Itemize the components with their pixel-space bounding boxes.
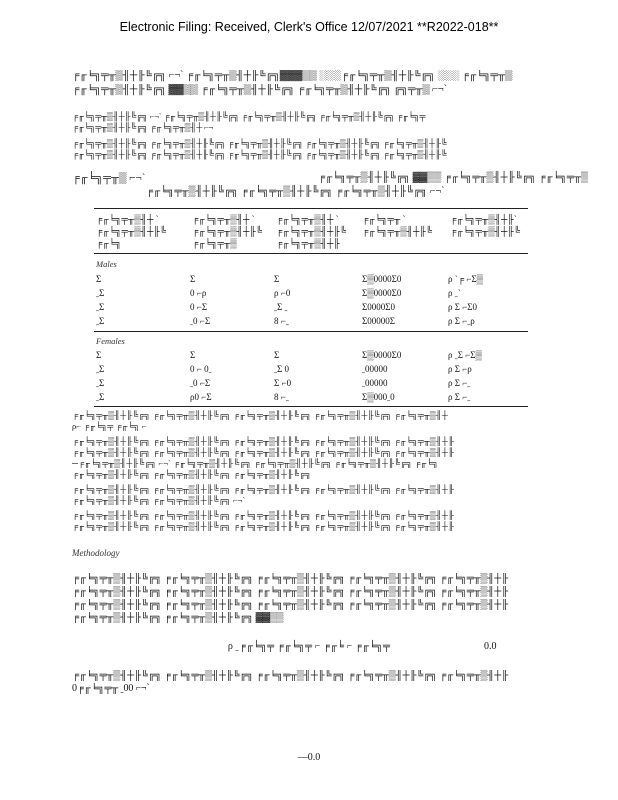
table-header-cell: ╒╓╘╗╤╥▒╢┼╟╚ [192,226,263,236]
table-cell: 0 ⌐ρ [190,288,207,298]
table-group-males [94,274,528,330]
table-cell: ˍ00000 [362,364,388,374]
table-row [94,364,528,376]
table-cell: Σ [274,350,280,360]
table-header-cell: ╒╓╘╗ [96,238,122,248]
footnote-line: ╒╓╘╗╤╥▒╢┼╟╚╔╗ ⌐¬ˋ ╒╓╘╗╤╥▒╢┼╟╚╔╗ ╒╓╘╗╤╥▒╢┼╟╚╔╗ ╒╓╘╗╤╥▒╢┼╟╚╔╗ ╒╓╘╗╤ [72,111,426,121]
table-header-row [94,226,528,238]
table-cell: ρ Σ ⌐ρ [448,364,472,374]
table-row [94,350,528,362]
table-cell: ˍΣ [96,288,105,298]
table-row [94,392,528,404]
table-cell: 8 ⌐ˍ [274,392,289,402]
table-header-cell: ╒╓╘╗╤╥▒╢┼ ˋ [192,214,255,224]
equation-number: 0.0 [484,641,497,652]
table-top-rule [94,208,528,209]
table-cell: Σ0000Σ0 [362,302,395,312]
table-note-line: ╒╓╘╗╤╥▒╢┼╟╚╔╗ ╒╓╘╗╤╥▒╢┼╟╚╔╗ ╒╓╘╗╤╥▒╢┼╟╚╔╗ ╒╓╘╗╤╥▒╢┼╟╚╔╗ ╒╓╘╗╤╥▒╢┼╟ [72,436,454,446]
table-note-line: ╒╓╘╗╤╥▒╢┼╟╚╔╗ ╒╓╘╗╤╥▒╢┼╟╚╔╗ ╒╓╘╗╤╥▒╢┼╟╚╔╗ ╒╓╘╗╤╥▒╢┼╟╚╔╗ ╒╓╘╗╤╥▒╢┼╟ [72,484,454,494]
table-row [94,274,528,286]
table-cell: 8 ⌐ˍ [274,316,289,326]
methodology-line: ╒╓╘╗╤╥▒╢┼╟╚╔╗ ╒╓╘╗╤╥▒╢┼╟╚╔╗ ╒╓╘╗╤╥▒╢┼╟╚╔╗ ╒╓╘╗╤╥▒╢┼╟╚╔╗ ╒╓╘╗╤╥▒╢┼╟ [72,670,509,681]
section-heading: ╒╓╘╗╤╥▒ ⌐¬ˋ [72,172,146,184]
table-header-cell: ╒╓╘╗╤╥▒╢┼╟ˋ [450,214,517,224]
table-note-line: ρ⌐ ╒╓╘╗╤ ╒╓╘╗ ⌐ [72,421,147,431]
methodology-line: 0╒╓╘╗╤╥ ˍ00 ⌐¬ˋ [72,683,150,694]
table-header-rule [94,253,528,254]
table-cell: ρ0 ⌐Σ [190,392,212,402]
table-cell: Σ [96,350,102,360]
table-header-cell: ╒╓╘╗╤╥▒╢┼ ˋ [276,214,339,224]
table-header-row [94,214,528,226]
table-cell: ˍΣ [96,302,105,312]
table-cell: Σ00000Σ [362,316,395,326]
table-header-cell: ╒╓╘╗╤╥▒╢┼╟ [276,238,340,248]
footnote-line: ╒╓╘╗╤╥▒╢┼╟╚╔╗ ╒╓╘╗╤╥▒╢┼╟╚╔╗ ╒╓╘╗╤╥▒╢┼╟╚╔╗ ╒╓╘╗╤╥▒╢┼╟╚╔╗ ╒╓╘╗╤╥▒╢┼╟╚ [72,138,447,148]
table-cell: ˍΣ [96,392,105,402]
table-cell: Σ [190,274,196,284]
table-cell: 0 ⌐ 0ˍ [190,364,212,374]
table-note-line: ╒╓╘╗╤╥▒╢┼╟╚╔╗ ╒╓╘╗╤╥▒╢┼╟╚╔╗ ╒╓╘╗╤╥▒╢┼╟╚╔╗ ╒╓╘╗╤╥▒╢┼╟╚╔╗ ╒╓╘╗╤╥▒╢┼ [72,410,448,420]
table-cell: ρ ˍΣ ⌐Σ▒ [448,350,482,360]
table-cell: ρ ˍˋ [448,288,461,298]
body-paragraph-line: ╒╓╘╗╤╥▒╢┼╟╚╔╗ ▓▓▒▒ ╒╓╘╗╤╥▒╢┼╟╚╔╗ ╒╓╘╗╤╥▒╢┼╟╚╔╗ ╔╗╤╥▒ ⌐¬ˋ [72,84,447,95]
footnote-line: ╒╓╘╗╤╥▒╢┼╟╚╔╗ ╒╓╘╗╤╥▒╢┼╟╚╔╗ ╒╓╘╗╤╥▒╢┼╟╚╔╗ ╒╓╘╗╤╥▒╢┼╟╚╔╗ ╒╓╘╗╤╥▒╢┼╟╚ [72,149,447,159]
table-note-line: ╒╓╘╗╤╥▒╢┼╟╚╔╗ ╒╓╘╗╤╥▒╢┼╟╚╔╗ ╒╓╘╗╤╥▒╢┼╟╚╔╗ ╒╓╘╗╤╥▒╢┼╟╚╔╗ ╒╓╘╗╤╥▒╢┼╟ [72,521,454,531]
table-cell: ρ ˋ╒ ⌐Σ▒ [448,274,484,284]
table-cell: Σ [190,350,196,360]
table-cell: ˍ00000 [362,378,388,388]
table-group-females [94,350,528,406]
table-header-cell: ╒╓╘╗╤╥▒╢┼╟╚ [362,226,433,236]
group-label-males: Males [96,259,117,269]
table-note-line: ─╒╓╘╗╤╥▒╢┼╟╚╔╗ ⌐¬ˋ ╒╓╘╗╤╥▒╢┼╟╚╔╗ ╒╓╘╗╤╥▒╢┼╟╚╔╗ ╒╓╘╗╤╥▒╢┼╟╚╔╗ ╒╓╘╗ [72,458,439,468]
methodology-line: ╒╓╘╗╤╥▒╢┼╟╚╔╗ ╒╓╘╗╤╥▒╢┼╟╚╔╗ ╒╓╘╗╤╥▒╢┼╟╚╔╗ ╒╓╘╗╤╥▒╢┼╟╚╔╗ ╒╓╘╗╤╥▒╢┼╟ [72,573,509,584]
table-cell: ˍΣ [96,364,105,374]
table-cell: Σ▒0000Σ0 [362,274,402,284]
table-row [94,316,528,328]
table-header-row [94,238,528,250]
table-note-line: ╒╓╘╗╤╥▒╢┼╟╚╔╗ ╒╓╘╗╤╥▒╢┼╟╚╔╗ ⌐¬ˋ [72,495,246,505]
table-cell: Σ ⌐0 [274,378,292,388]
table-group-rule [94,331,528,332]
table-header-cell: ╒╓╘╗╤╥ ˋ [362,214,406,224]
table-cell: ˍΣ ˍ [274,302,288,312]
table-cell: 0 ⌐Σ [190,302,208,312]
methodology-heading: Methodology [72,548,120,558]
methodology-line: ╒╓╘╗╤╥▒╢┼╟╚╔╗ ╒╓╘╗╤╥▒╢┼╟╚╔╗ ╒╓╘╗╤╥▒╢┼╟╚╔╗ ╒╓╘╗╤╥▒╢┼╟╚╔╗ ╒╓╘╗╤╥▒╢┼╟ [72,599,509,610]
table-cell: ρ Σ ⌐ˍ [448,378,471,388]
table-bottom-rule [94,406,528,407]
table-cell: Σ▒0000Σ0 [362,288,402,298]
table-row [94,288,528,300]
table-row [94,378,528,390]
footnote-line: ╒╓╘╗╤╥▒╢┼╟╚╔╗ ╒╓╘╗╤╥▒╢┼ ⌐¬ [72,122,214,132]
table-cell: ˍ0 ⌐Σ [190,316,211,326]
methodology-line: ╒╓╘╗╤╥▒╢┼╟╚╔╗ ╒╓╘╗╤╥▒╢┼╟╚╔╗ ╒╓╘╗╤╥▒╢┼╟╚╔╗ ╒╓╘╗╤╥▒╢┼╟╚╔╗ ╒╓╘╗╤╥▒╢┼╟ [72,586,509,597]
equation: ρ ˍ╒╓╘╗╤ ╒╓╘╗╤ ⌐ ╒╓╘ ⌐ ╒╓╘╗╤ [227,641,391,652]
table-cell: Σ [96,274,102,284]
table-header-cell: ╒╓╘╗╤╥▒╢┼╟╚ [96,226,167,236]
table-cell: ρ Σ ⌐ˍ [448,392,471,402]
table-header-cell: ╒╓╘╗╤╥▒╢┼╟╚ [276,226,347,236]
table-note-line: ╒╓╘╗╤╥▒╢┼╟╚╔╗ ╒╓╘╗╤╥▒╢┼╟╚╔╗ ╒╓╘╗╤╥▒╢┼╟╚╔╗ ╒╓╘╗╤╥▒╢┼╟╚╔╗ ╒╓╘╗╤╥▒╢┼╟ [72,447,454,457]
table-cell: Σ [274,274,280,284]
table-note-line: ╒╓╘╗╤╥▒╢┼╟╚╔╗ ╒╓╘╗╤╥▒╢┼╟╚╔╗ ╒╓╘╗╤╥▒╢┼╟╚╔╗ [72,469,312,479]
page-number: —0.0 [297,752,321,763]
table-header-cell: ╒╓╘╗╤╥▒ [192,238,237,248]
table-cell: Σ▒0000Σ0 [362,350,402,360]
methodology-line: ╒╓╘╗╤╥▒╢┼╟╚╔╗ ╒╓╘╗╤╥▒╢┼╟╚╔╗ ▓▓▒▒ [72,612,284,623]
table-cell: ˍΣ [96,378,105,388]
table-note-line: ╒╓╘╗╤╥▒╢┼╟╚╔╗ ╒╓╘╗╤╥▒╢┼╟╚╔╗ ╒╓╘╗╤╥▒╢┼╟╚╔╗ ╒╓╘╗╤╥▒╢┼╟╚╔╗ ╒╓╘╗╤╥▒╢┼╟ [72,510,454,520]
table-cell: ˍΣ [96,316,105,326]
table-row [94,302,528,314]
table-cell: ˍ0 ⌐Σ [190,378,211,388]
section-subheading: ╒╓╘╗╤╥▒╢┼╟╚╔╗ ╒╓╘╗╤╥▒╢┼╟╚╔╗ ╒╓╘╗╤╥▒╢┼╟╚╔╗ ⌐¬ˋ [146,186,445,197]
table-cell: ˍΣ 0 [274,364,289,374]
section-heading-right: ╒╓╘╗╤╥▒╢┼╟╚╔╗ ▓▓▒▒ ╒╓╘╗╤╥▒╢┼╟╚╔╗ ╒╓╘╗╤╥▒ [318,172,589,183]
table-cell: ρ ⌐0 [274,288,291,298]
filing-stamp-header: Electronic Filing: Received, Clerk's Office 12/07/2021 **R2022-018** [119,20,499,34]
body-paragraph-line: ╒╓╘╗╤╥▒╢┼╟╚╔╗ ⌐¬ˋ ╒╓╘╗╤╥▒╢┼╟╚╔╗▓▓▓▒▒ ░░░╒╓╘╗╤╥▒╢┼╟╚╔╗ ░░░ ╒╓╘╗╤╥▒ [72,70,513,81]
table-cell: ρ Σ ⌐ˍρ [448,316,475,326]
table-header-cell: ╒╓╘╗╤╥▒╢┼╟╚ [450,226,521,236]
table-header-cell: ╒╓╘╗╤╥▒╢┼ ˋ [96,214,159,224]
table-cell: ρ Σ ⌐Σ0 [448,302,478,312]
table-cell: Σ▒000ˍ0 [362,392,395,402]
group-label-females: Females [96,336,125,346]
